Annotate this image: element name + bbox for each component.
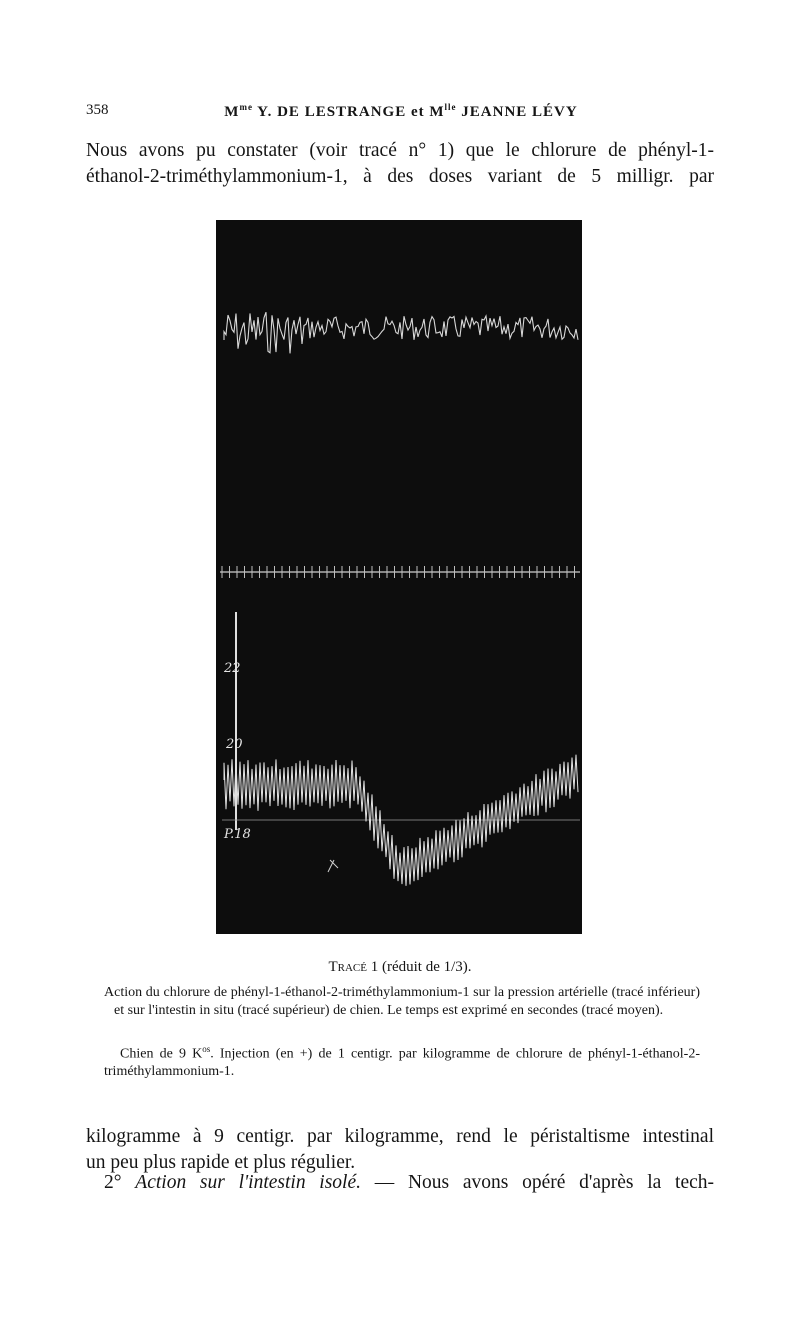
figure-caption-protocol: Chien de 9 $K^{os}$. Injection (en +) de 1 centigr. par kilogramme de chlorure de phényl-1-éthanol-2-triméthylammonium-1. <box>104 1044 700 1080</box>
paragraph-line: Nous avons pu constater (voir tracé n° 1) que le chlorure de phényl-1- <box>86 140 714 161</box>
paragraph-intro <box>86 138 714 190</box>
handwritten-mark: 20 <box>226 737 243 752</box>
tracing-image <box>216 220 582 934</box>
handwritten-mark: 22 <box>224 661 241 676</box>
running-title: $M^{me}$ Y. DE LESTRANGE et $M^{lle}$ JEANNE LÉVY <box>224 102 578 120</box>
paragraph-section-2: 2° Action sur l'intestin isolé. — Nous avons opéré d'après la tech- <box>104 1172 715 1193</box>
paragraph-line: un peu plus rapide et plus régulier. <box>86 1152 356 1173</box>
handwritten-mark: P.18 <box>224 827 251 842</box>
intestine-trace <box>224 312 578 353</box>
figure-caption-title: Tracé 1 (réduit de 1/3). <box>328 959 472 975</box>
paragraph-continuation <box>86 1124 714 1176</box>
page-header <box>86 102 716 126</box>
paragraph-line: kilogramme à 9 centigr. par kilogramme, rend le péristaltisme intestinal <box>86 1126 714 1147</box>
page-number: 358 <box>86 102 109 118</box>
kymograph-tracing-figure <box>216 220 582 934</box>
injection-mark <box>328 860 338 872</box>
paragraph-line: éthanol-2-triméthylammonium-1, à des doses variant de 5 milligr. par <box>86 166 714 187</box>
figure-caption-description: Action du chlorure de phényl-1-éthanol-2-triméthylammonium-1 sur la pression artérielle (tracé inférieur) et sur l'intestin in situ (tracé supérieur) de chien. Le temps est exprimé en secondes (tracé moyen). <box>104 985 700 1018</box>
